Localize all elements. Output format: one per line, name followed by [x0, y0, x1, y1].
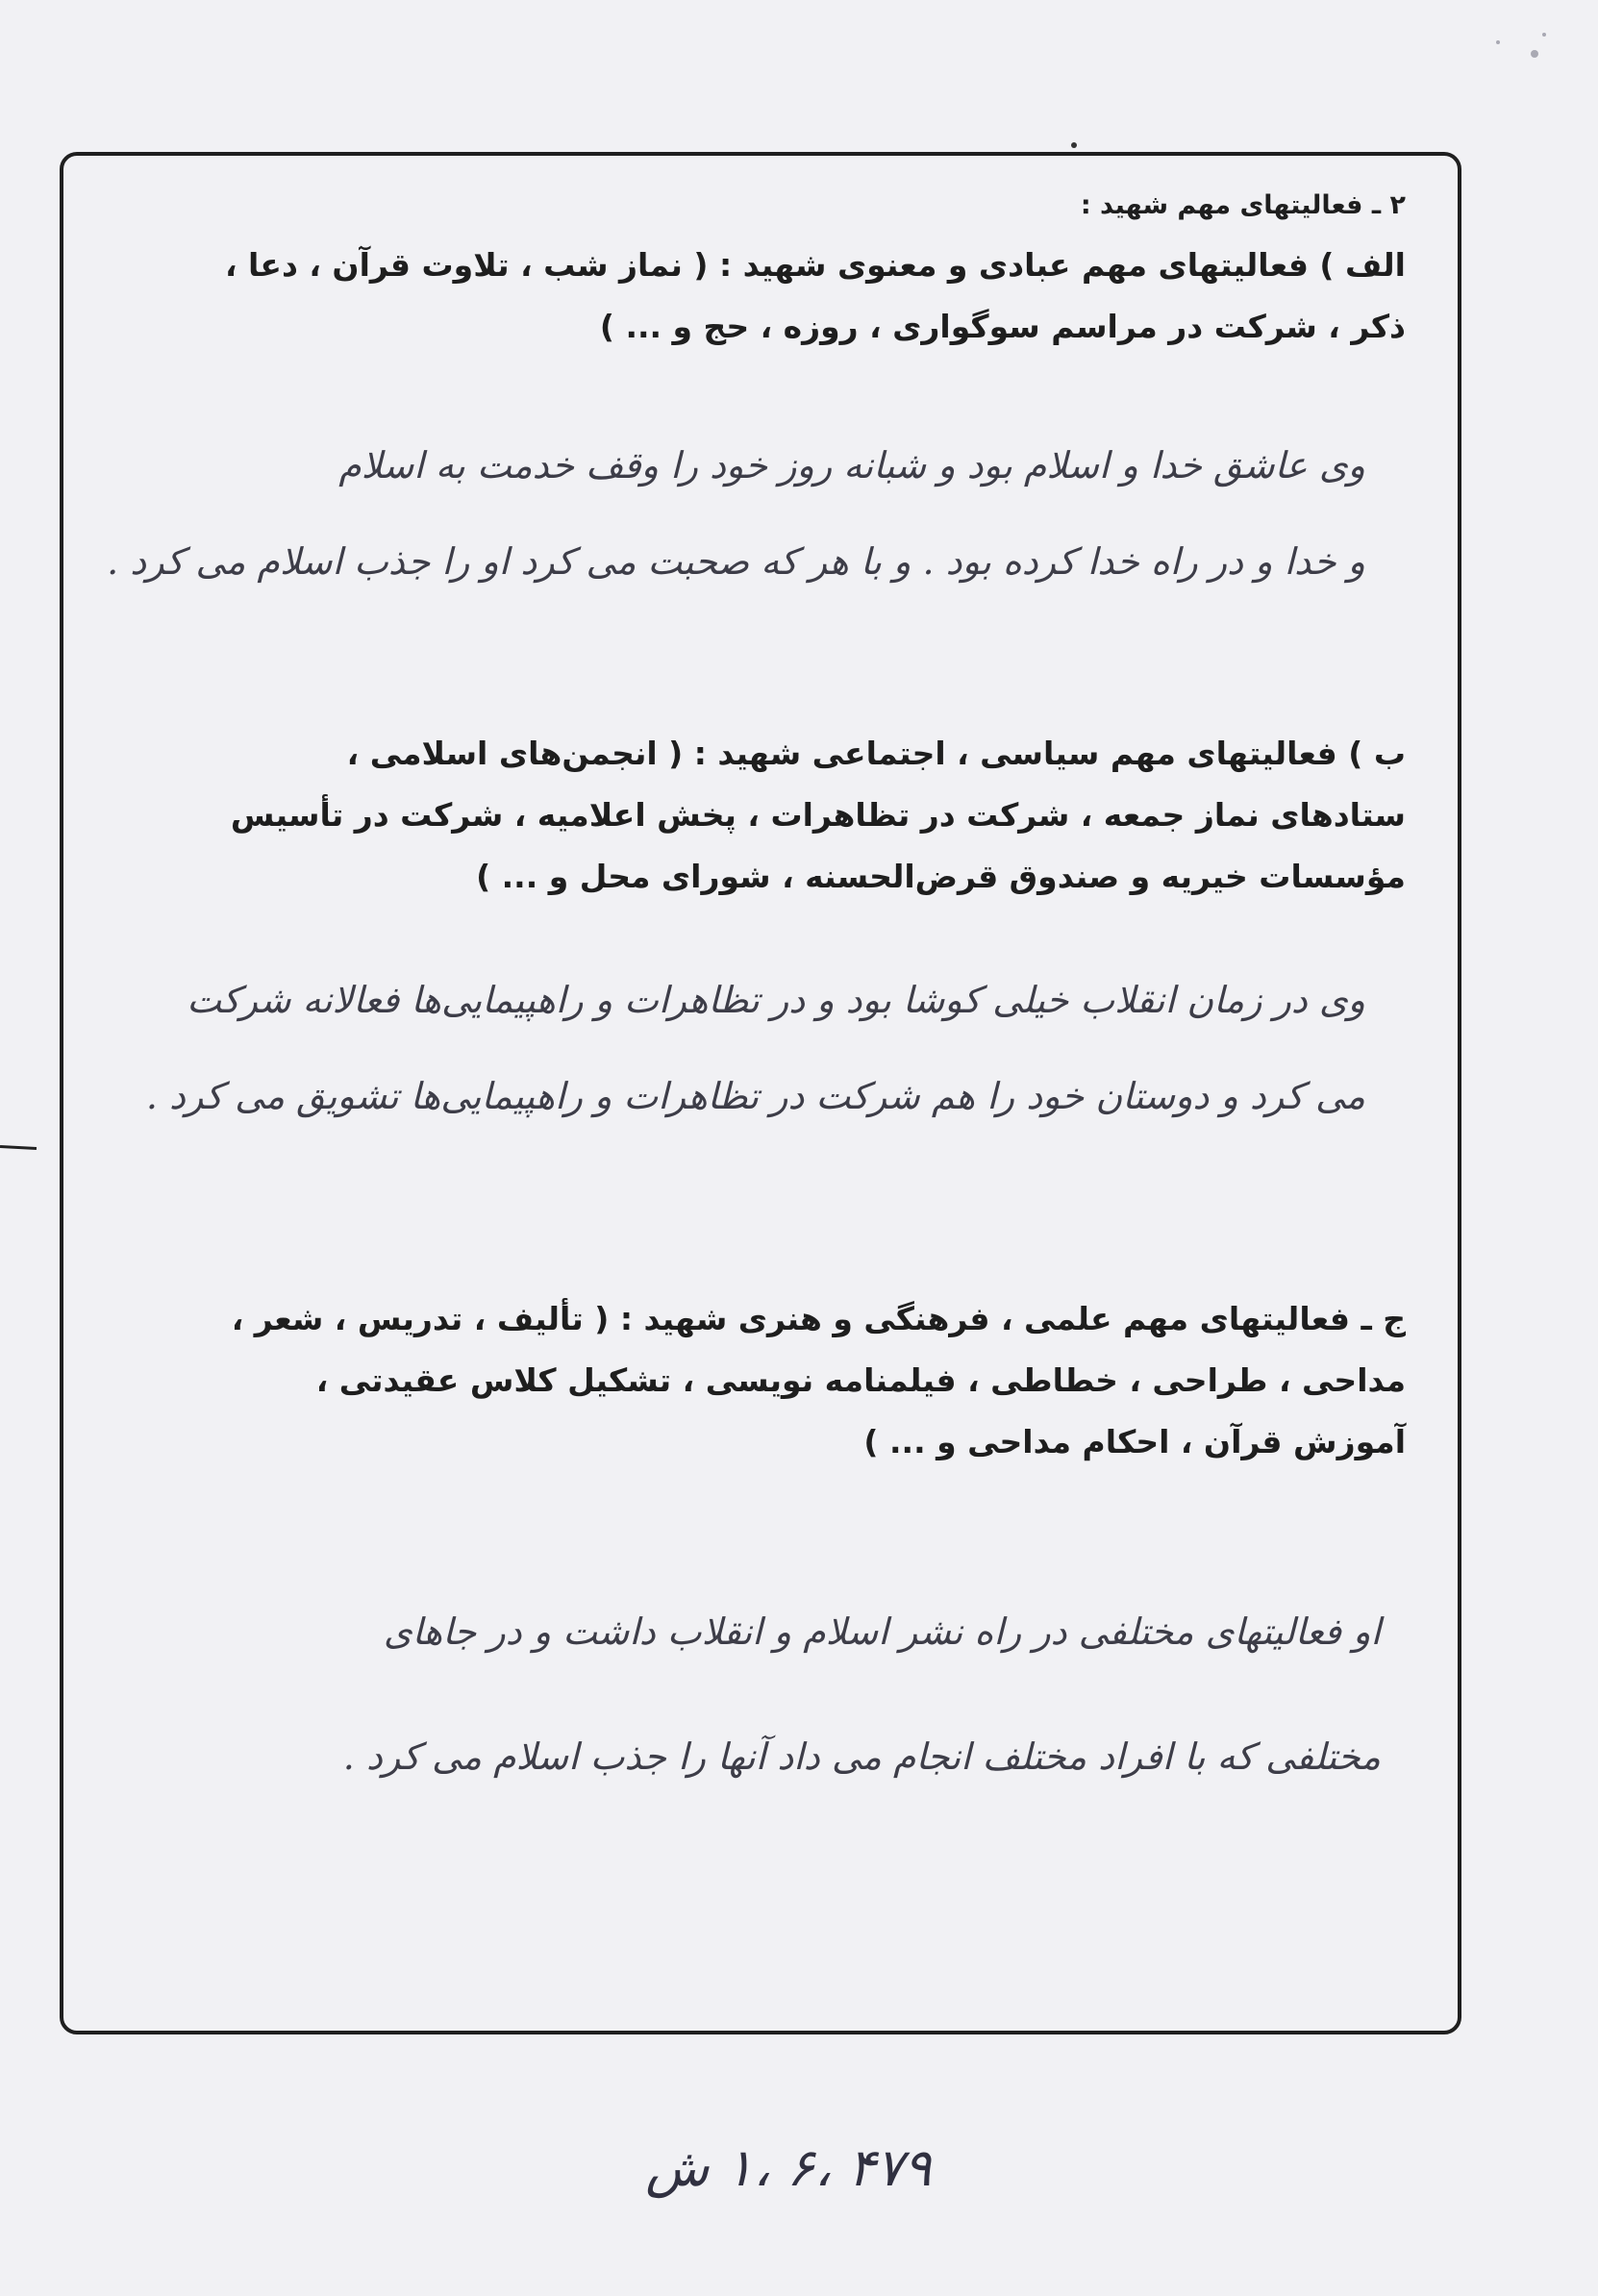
scan-speck	[1542, 33, 1546, 37]
handwritten-line: او فعالیتهای مختلفی در راه نشر اسلام و انقلاب داشت و در جاهای	[383, 1610, 1381, 1653]
scan-specks	[1492, 29, 1560, 77]
section-alef-handwriting	[107, 417, 1365, 610]
printed-line: ذکر ، شرکت در مراسم سوگواری ، روزه ، حج و ... )	[599, 308, 1406, 345]
printed-line: ب ) فعالیتهای مهم سیاسی ، اجتماعی شهید : ( انجمن‌های اسلامی ،	[346, 735, 1406, 772]
printed-line: ج ـ فعالیتهای مهم علمی ، فرهنگی و هنری شهید : ( تألیف ، تدریس ، شعر ،	[231, 1300, 1406, 1337]
section-alef-printed	[117, 235, 1406, 358]
printed-line: آموزش قرآن ، احکام مداحی و ... )	[863, 1423, 1406, 1460]
section-jim-printed	[117, 1288, 1406, 1473]
scan-speck	[1496, 40, 1500, 44]
section-be-handwriting	[115, 952, 1365, 1144]
section-be-printed	[117, 723, 1406, 908]
handwritten-line: وی عاشق خدا و اسلام بود و شبانه روز خود را وقف خدمت به اسلام	[338, 444, 1365, 487]
document-frame	[60, 152, 1461, 2034]
printed-line: ستادهای نماز جمعه ، شرکت در تظاهرات ، پخش اعلامیه ، شرکت در تأسیس	[230, 796, 1406, 834]
handwritten-line: وی در زمان انقلاب خیلی کوشا بود و در تظاهرات و راهپیمایی‌ها فعالانه شرکت	[187, 979, 1365, 1021]
scan-speck	[1531, 50, 1538, 58]
footer-handwritten-note: ۴۷۹ ،۶ ،۱ ش	[645, 2137, 932, 2198]
handwritten-line: و خدا و در راه خدا کرده بود . و با هر که صحبت می کرد او را جذب اسلام می کرد .	[107, 540, 1365, 583]
frame-dot	[1071, 142, 1077, 148]
handwritten-line: مختلفی که با افراد مختلف انجام می داد آنها را جذب اسلام می کرد .	[342, 1735, 1381, 1778]
section-jim-handwriting	[131, 1569, 1381, 1819]
printed-line: مؤسسات خیریه و صندوق قرض‌الحسنه ، شورای محل و ... )	[476, 858, 1406, 895]
printed-line: مداحی ، طراحی ، خطاطی ، فیلمنامه نویسی ، تشکیل کلاس عقیدتی ،	[315, 1361, 1406, 1399]
section-heading: ۲ ـ فعالیتهای مهم شهید :	[1080, 190, 1406, 220]
printed-line: الف ) فعالیتهای مهم عبادی و معنوی شهید : ( نماز شب ، تلاوت قرآن ، دعا ،	[225, 246, 1406, 284]
margin-mark	[0, 1145, 37, 1150]
handwritten-line: می کرد و دوستان خود را هم شرکت در تظاهرات و راهپیمایی‌ها تشویق می کرد .	[145, 1075, 1365, 1117]
